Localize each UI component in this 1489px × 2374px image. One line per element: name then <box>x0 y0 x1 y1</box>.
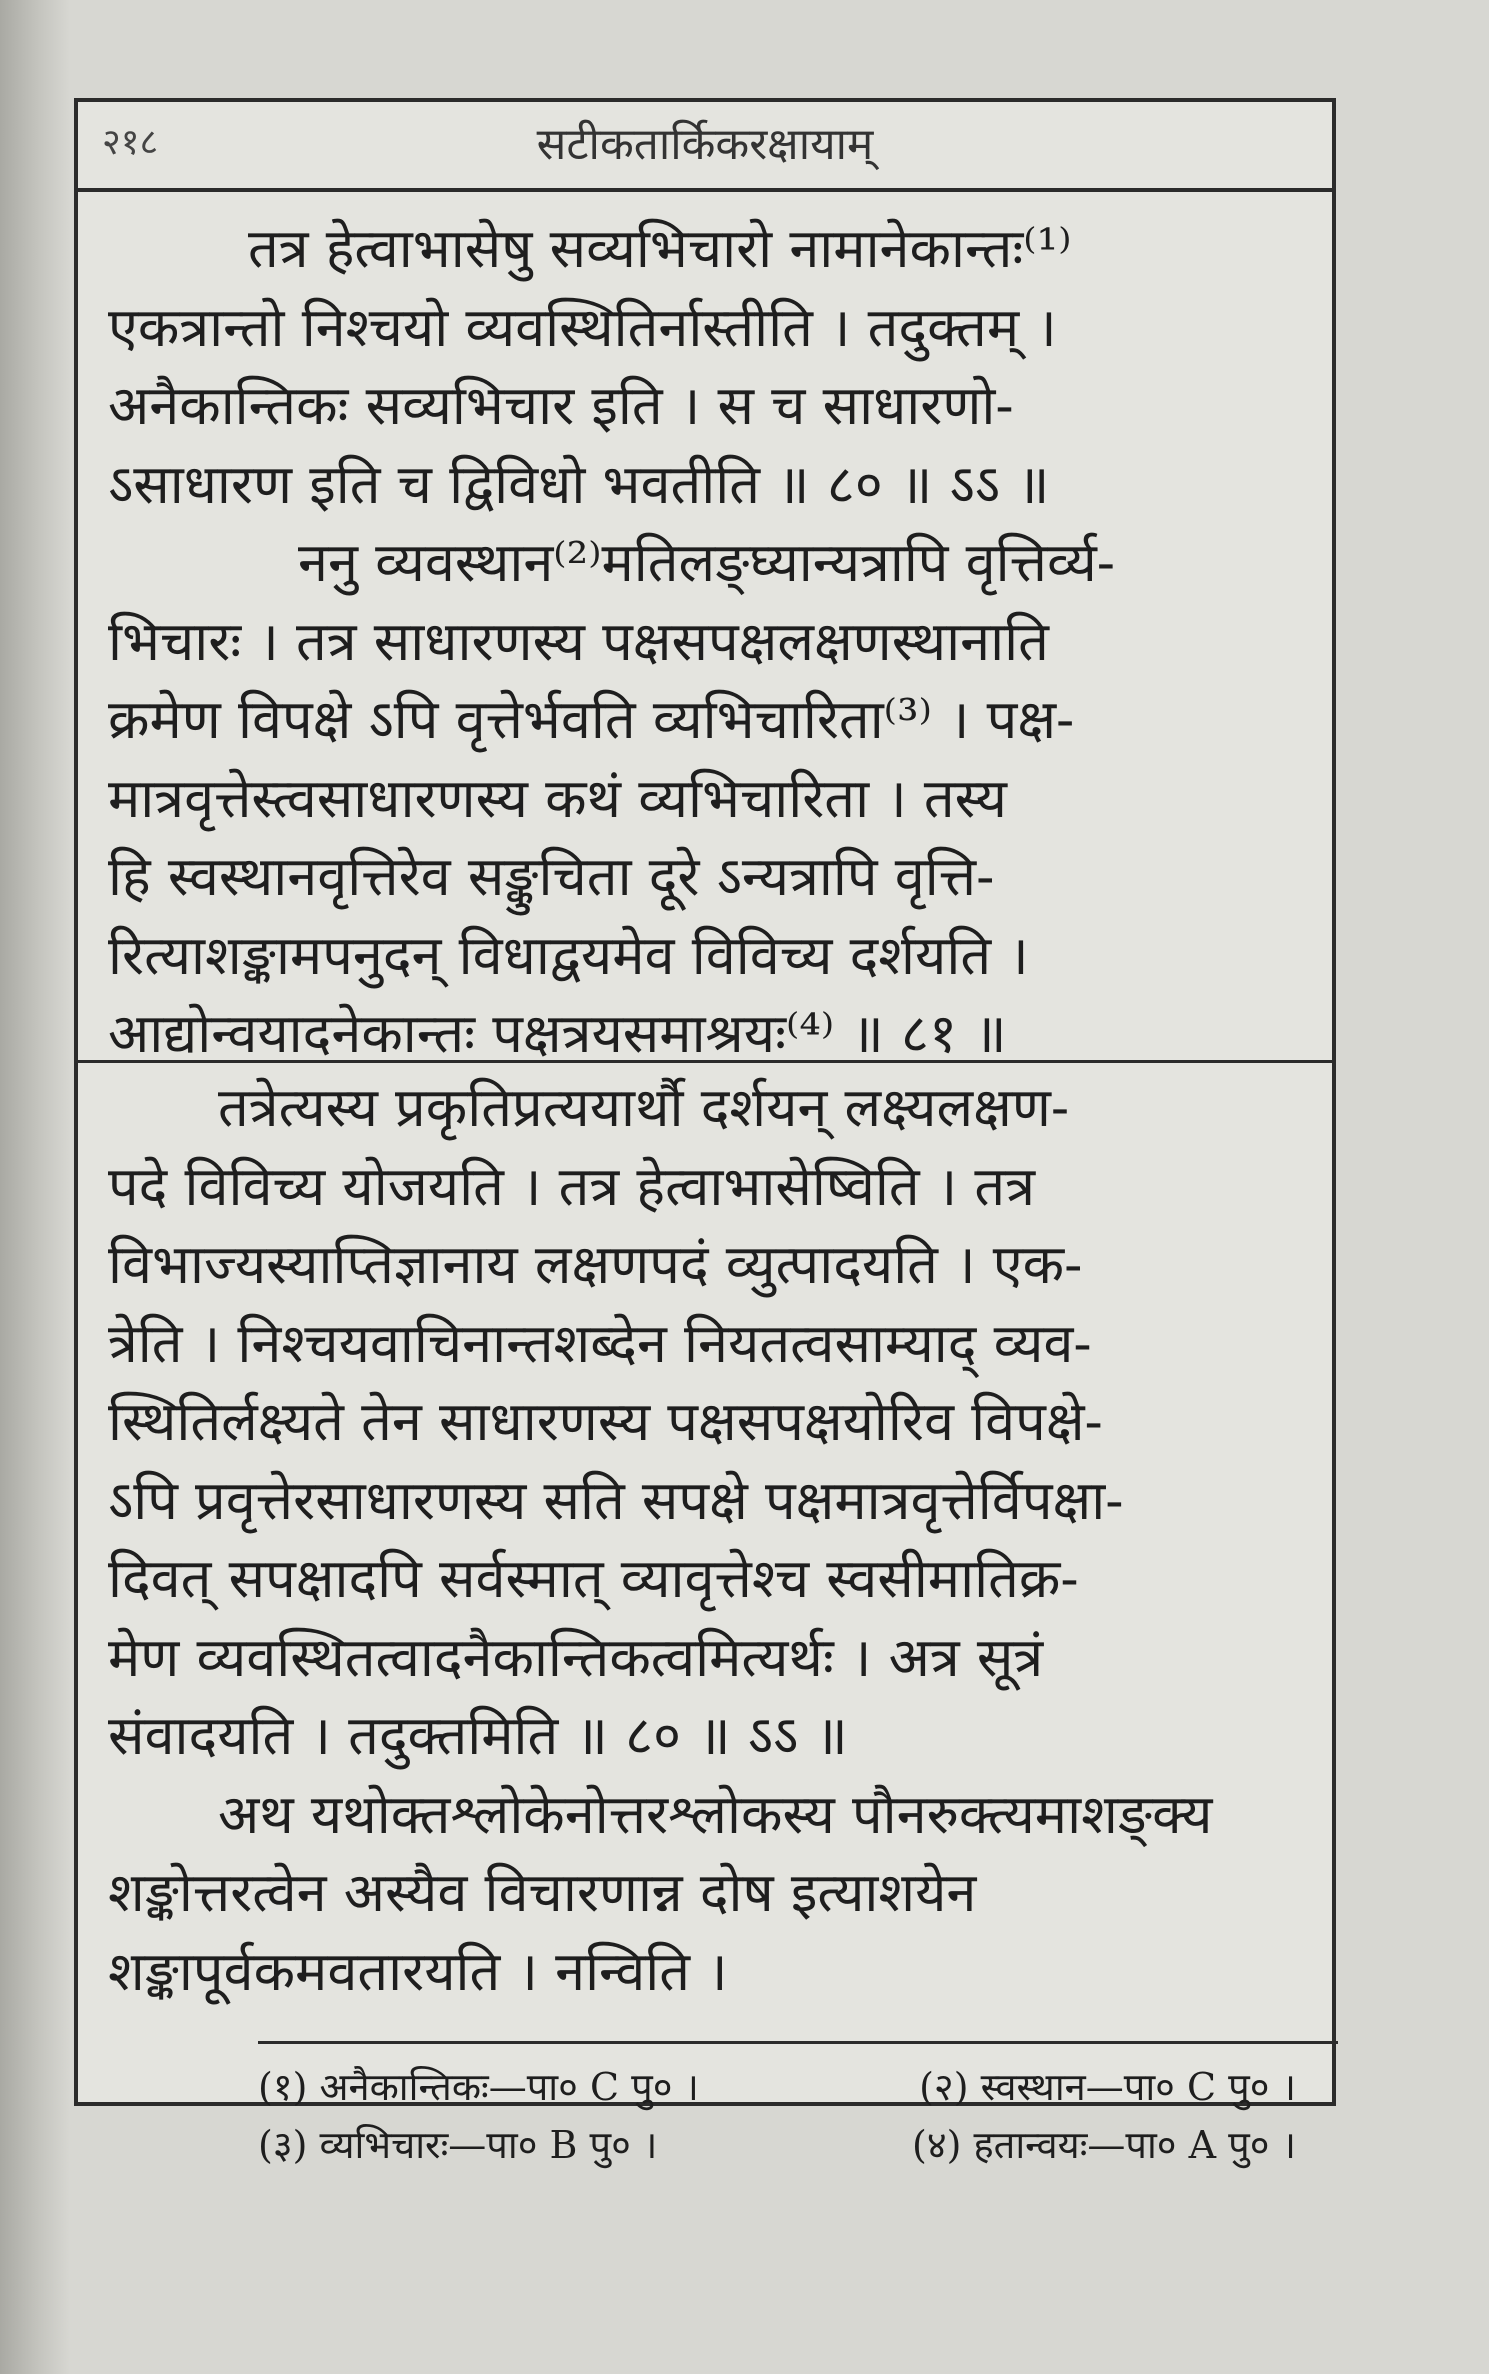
footnote-row <box>258 2058 1296 2116</box>
running-head: सटीकतार्किकरक्षायाम् <box>536 119 874 170</box>
page-body <box>78 192 1332 2174</box>
commentary-paragraph: तत्रेत्यस्य प्रकृतिप्रत्ययार्थौ दर्शयन् लक्ष्यलक्षण- पदे विविच्य योजयति । तत्र हेत्वाभासेष्विति । तत्र विभाज्यस्याप्तिज्ञानाय लक्षणपदं व्युत्पादयति । एक- त्रेति । निश्चयवाचिनान्तशब्देन नियतत्वसाम्याद् व्यव- स्थितिर्लक्ष्यते तेन साधारणस्य पक्षसपक्षयोरिव विपक्षे- ऽपि प्रवृत्तेरसाधारणस्य सति सपक्षे पक्षमात्रवृत्तेर्विपक्षा- दिवत् सपक्षादपि सर्वस्मात् व्यावृत्तेश्च स्वसीमातिक्र- मेण व्यवस्थितत्वादनैकान्तिकत्वमित्यर्थः । अत्र सूत्रं संवादयति । तदुक्तमिति ॥ ८० ॥ ऽऽ ॥ <box>108 1076 1124 1767</box>
footnotes <box>108 2044 1306 2174</box>
main-text-block <box>108 192 1306 1065</box>
footnote-1: (१) अनैकान्तिकः—पा० C पु० । <box>258 2065 699 2109</box>
commentary-paragraph: अथ यथोक्तश्लोकेनोत्तरश्लोकस्य पौनरुक्त्यमाशङ्क्य शङ्कोत्तरत्वेन अस्यैव विचारणान्न दोष इत्याशयेन शङ्कापूर्वकमवतारयति । नन्विति । <box>108 1782 1213 2003</box>
footnote-row <box>258 2116 1296 2174</box>
page-header <box>78 102 1332 192</box>
book-gutter-shadow <box>0 0 70 2374</box>
footnote-4: (४) हतान्वयः—पा० A पु० । <box>912 2123 1296 2167</box>
page-number: २१८ <box>102 122 159 163</box>
main-text-paragraph: ननु व्यवस्थान⁽²⁾मतिलङ्घ्यान्यत्रापि वृत्तिर्व्य- भिचारः । तत्र साधारणस्य पक्षसपक्षलक्षणस्थानाति क्रमेण विपक्षे ऽपि वृत्तेर्भवति व्यभिचारिता⁽³⁾ । पक्ष- मात्रवृत्तेस्त्वसाधारणस्य कथं व्यभिचारिता । तस्य हि स्वस्थानवृत्तिरेव सङ्कुचिता दूरे ऽन्यत्रापि वृत्ति- रित्याशङ्कामपनुदन् विधाद्वयमेव विविच्य दर्शयति । आद्योन्वयादनेकान्तः पक्षत्रयसमाश्रयः⁽⁴⁾ ॥ ८१ ॥ <box>108 531 1116 1065</box>
book-page <box>74 98 1336 2167</box>
footnote-2: (२) स्वस्थान—पा० C पु० । <box>919 2065 1296 2109</box>
main-text-paragraph: तत्र हेत्वाभासेषु सव्यभिचारो नामानेकान्तः⁽¹⁾ एकत्रान्तो निश्चयो व्यवस्थितिर्नास्तीति । तदुक्तम् । अनैकान्तिकः सव्यभिचार इति । स च साधारणो- ऽसाधारण इति च द्विविधो भवतीति ॥ ८० ॥ ऽऽ ॥ <box>108 217 1072 516</box>
commentary-block <box>108 1063 1306 2011</box>
footnote-3: (३) व्यभिचारः—पा० B पु० । <box>258 2123 658 2167</box>
